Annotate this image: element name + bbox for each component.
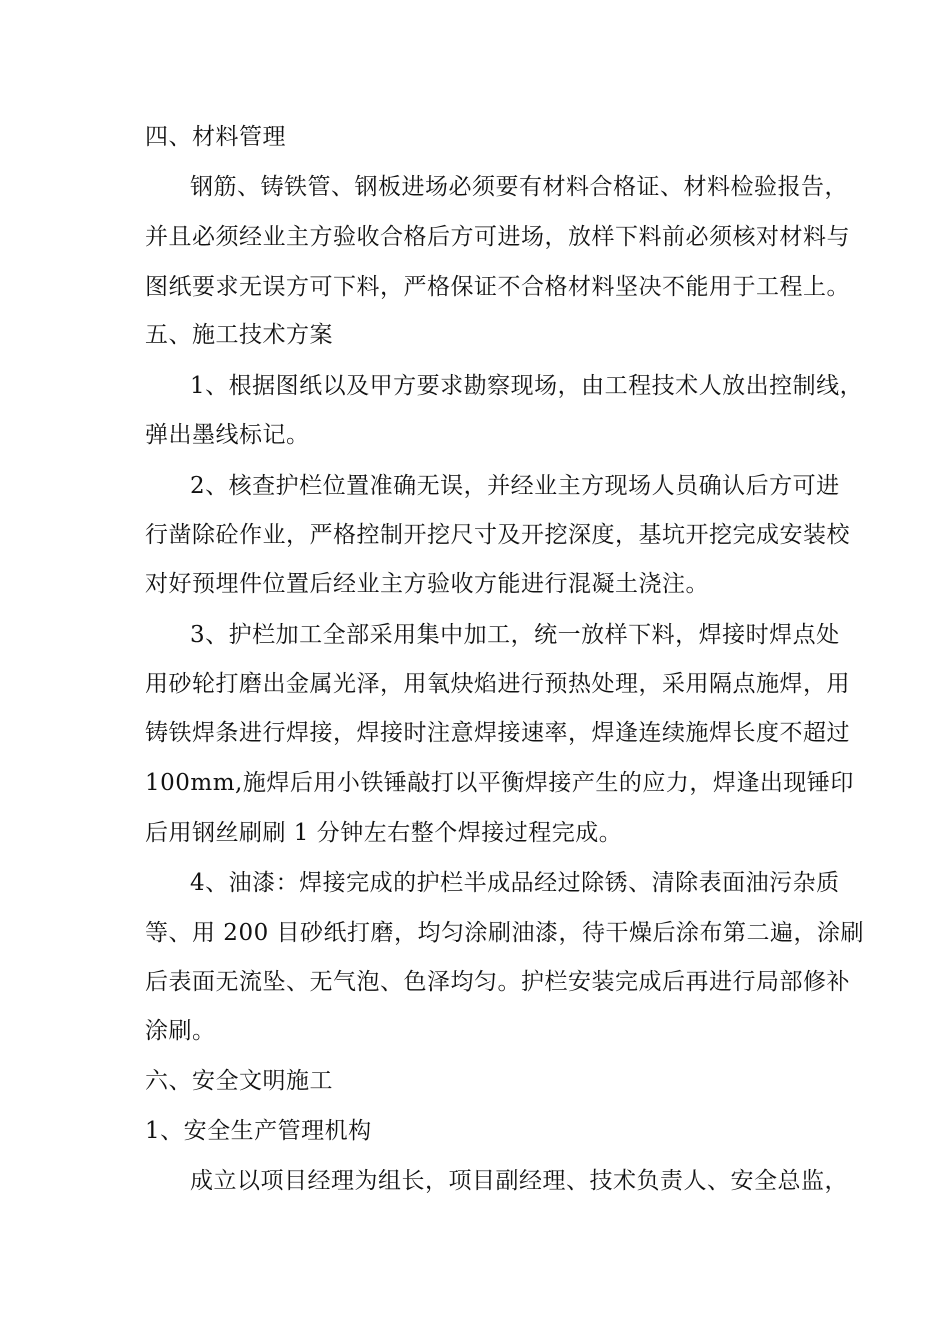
paragraph-line: 钢筋、铸铁管、钢板进场必须要有材料合格证、材料检验报告， [190, 174, 848, 200]
paragraph-line: 后表面无流坠、无气泡、色泽均匀。护栏安装完成后再进行局部修补 [145, 969, 850, 995]
paragraph-line: 4、油漆：焊接完成的护栏半成品经过除锈、清除表面油污杂质 [190, 870, 840, 896]
paragraph-line: 并且必须经业主方验收合格后方可进场，放样下料前必须核对材料与 [145, 224, 850, 250]
paragraph-line: 行凿除砼作业，严格控制开挖尺寸及开挖深度，基坑开挖完成安装校 [145, 522, 850, 548]
paragraph-line: 1、根据图纸以及甲方要求勘察现场，由工程技术人放出控制线， [190, 373, 864, 399]
section-heading-construction-plan: 五、施工技术方案 [145, 322, 333, 348]
paragraph-line: 等、用 200 目砂纸打磨，均匀涂刷油漆，待干燥后涂布第二遍，涂刷 [145, 920, 865, 946]
section-heading-materials: 四、材料管理 [145, 124, 286, 150]
paragraph-line: 图纸要求无误方可下料，严格保证不合格材料坚决不能用于工程上。 [145, 274, 850, 300]
paragraph-line: 2、核查护栏位置准确无误，并经业主方现场人员确认后方可进 [190, 473, 840, 499]
paragraph-line: 100mm,施焊后用小铁锤敲打以平衡焊接产生的应力，焊逢出现锤印 [145, 770, 854, 796]
paragraph-line: 后用钢丝刷刷 1 分钟左右整个焊接过程完成。 [145, 820, 623, 846]
paragraph-line: 铸铁焊条进行焊接，焊接时注意焊接速率，焊逢连续施焊长度不超过 [145, 720, 850, 746]
paragraph-line: 对好预埋件位置后经业主方验收方能进行混凝土浇注。 [145, 571, 709, 597]
paragraph-line: 用砂轮打磨出金属光泽，用氧炔焰进行预热处理，采用隔点施焊，用 [145, 671, 850, 697]
subsection-heading-safety-organization: 1、安全生产管理机构 [145, 1118, 372, 1144]
paragraph-line: 弹出墨线标记。 [145, 422, 310, 448]
paragraph-line: 3、护栏加工全部采用集中加工，统一放样下料，焊接时焊点处 [190, 622, 840, 648]
paragraph-line: 涂刷。 [145, 1018, 216, 1044]
section-heading-safety: 六、安全文明施工 [145, 1068, 333, 1094]
paragraph-line: 成立以项目经理为组长，项目副经理、技术负责人、安全总监， [190, 1168, 848, 1194]
